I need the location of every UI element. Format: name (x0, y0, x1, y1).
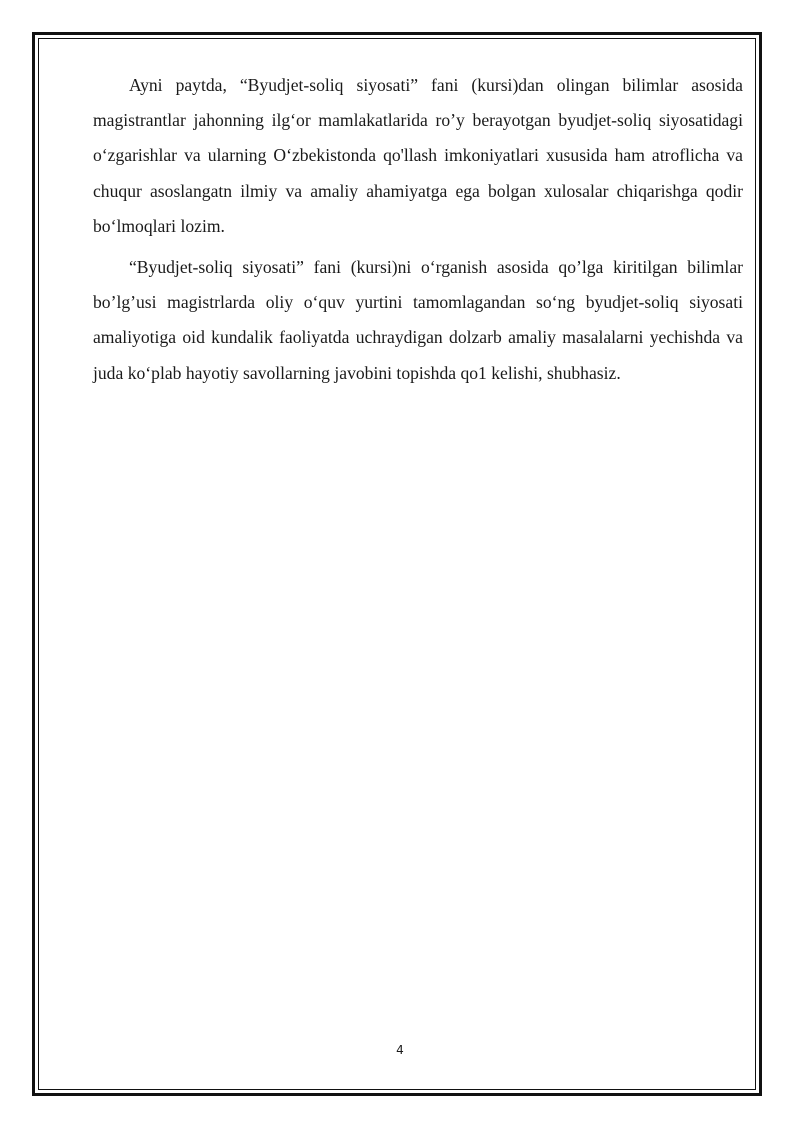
paragraph: Ayni paytda, “Byudjet-soliq siyosati” fani (kursi)dan olingan bilimlar asosida magistrantlar jahonning ilg‘or mamlakatlarida ro’y berayotgan byudjet-soliq siyosatidagi o‘zgarishlar va ularning O‘zbekistonda qo'llash imkoniyatlari xususida ham atroflicha va chuqur asoslangatn ilmiy va amaliy ahamiyatga ega bolgan xulosalar chiqarishga qodir bo‘lmoqlari lozim. (93, 75, 743, 236)
paragraph: “Byudjet-soliq siyosati” fani (kursi)ni o‘rganish asosida qo’lga kiritilgan bilimlar bo’lg’usi magistrlarda oliy o‘quv yurtini tamomlagandan so‘ng byudjet-soliq siyosati amaliyotiga oid kundalik faoliyatda uchraydigan dolzarb amaliy masalalarni yechishda va juda ko‘plab hayotiy savollarning javobini topishda qo1 kelishi, shubhasiz. (93, 257, 743, 383)
page-number: 4 (396, 1043, 404, 1057)
document-body (93, 68, 743, 391)
